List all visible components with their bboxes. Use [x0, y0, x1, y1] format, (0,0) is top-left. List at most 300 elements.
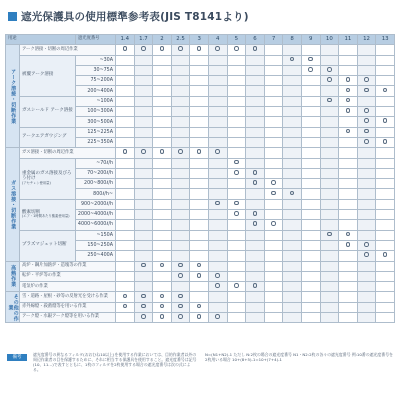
shade-cell [116, 158, 135, 168]
shade-cell [320, 292, 339, 302]
shade-cell [208, 302, 227, 312]
row-label: 電気炉の作業 [20, 282, 116, 292]
row-label: アーク溶接・切断の周辺作業 [20, 45, 116, 55]
applicable-circle-icon [346, 232, 351, 237]
shade-cell [339, 117, 358, 127]
shade-cell [171, 117, 190, 127]
applicable-circle-icon [253, 170, 258, 175]
shade-cell [153, 271, 172, 281]
shade-cell [339, 45, 358, 55]
shade-cell [357, 158, 376, 168]
shade-cell [208, 76, 227, 86]
shade-cell [320, 220, 339, 230]
shade-cell [339, 179, 358, 189]
shade-cell [301, 107, 320, 117]
shade-cell [283, 127, 302, 137]
shade-cell [339, 251, 358, 261]
shade-cell [208, 292, 227, 302]
shade-cell [208, 313, 227, 323]
shade-cell [320, 127, 339, 137]
shade-cell [116, 86, 135, 96]
shade-cell [153, 210, 172, 220]
group-label [20, 199, 76, 230]
shade-cell [190, 271, 209, 281]
applicable-circle-icon [364, 139, 369, 144]
shade-cell [208, 107, 227, 117]
shade-cell [116, 168, 135, 178]
shade-cell [246, 230, 265, 240]
shade-cell [283, 220, 302, 230]
shade-cell [264, 220, 283, 230]
applicable-circle-icon [234, 283, 239, 288]
shade-cell [153, 45, 172, 55]
shade-cell [301, 189, 320, 199]
shade-header-4: 3 [190, 35, 209, 45]
applicable-circle-icon [234, 160, 239, 165]
applicable-circle-icon [383, 252, 388, 257]
shade-cell [301, 45, 320, 55]
shade-cell [116, 230, 135, 240]
shade-cell [153, 230, 172, 240]
shade-cell [208, 45, 227, 55]
shade-cell [320, 55, 339, 65]
shade-cell [301, 137, 320, 147]
shade-cell [283, 117, 302, 127]
shade-cell [171, 55, 190, 65]
shade-cell [116, 107, 135, 117]
shade-cell [339, 137, 358, 147]
shade-cell [264, 261, 283, 271]
applicable-circle-icon [364, 108, 369, 113]
shade-cell [116, 271, 135, 281]
shade-cell [246, 210, 265, 220]
shade-cell [376, 271, 395, 281]
category-cell: その他の作業 [7, 293, 19, 322]
shade-cell [153, 55, 172, 65]
shade-cell [171, 230, 190, 240]
shade-cell [190, 261, 209, 271]
shade-cell [153, 251, 172, 261]
applicable-circle-icon [178, 304, 183, 309]
range-label: 250~400A [76, 251, 116, 261]
shade-cell [246, 117, 265, 127]
shade-cell [357, 230, 376, 240]
shade-cell [246, 107, 265, 117]
applicable-circle-icon [178, 149, 183, 154]
shade-cell [208, 240, 227, 250]
shade-cell [208, 117, 227, 127]
table-row [6, 127, 395, 137]
applicable-circle-icon [253, 180, 258, 185]
shade-cell [264, 271, 283, 281]
shade-cell [208, 282, 227, 292]
shade-header-6: 5 [227, 35, 246, 45]
shade-cell [190, 230, 209, 240]
shade-cell [227, 271, 246, 281]
shade-cell [227, 282, 246, 292]
shade-cell [320, 168, 339, 178]
shade-number-header: 遮光度番号 [76, 35, 116, 45]
applicable-circle-icon [123, 149, 128, 154]
shade-cell [153, 313, 172, 323]
shade-cell [153, 261, 172, 271]
range-label: 100~300A [76, 107, 116, 117]
shade-cell [134, 251, 153, 261]
shade-cell [339, 158, 358, 168]
shade-header-9: 8 [283, 35, 302, 45]
shade-cell [320, 230, 339, 240]
shade-cell [301, 117, 320, 127]
shade-cell [190, 65, 209, 75]
shade-cell [134, 302, 153, 312]
shade-cell [376, 210, 395, 220]
shade-cell [246, 240, 265, 250]
shade-cell [264, 302, 283, 312]
shade-cell [264, 137, 283, 147]
shade-cell [357, 65, 376, 75]
shade-cell [227, 76, 246, 86]
shade-cell [320, 189, 339, 199]
group-label [20, 55, 76, 96]
shade-cell [227, 127, 246, 137]
shade-cell [153, 158, 172, 168]
applicable-circle-icon [364, 252, 369, 257]
shade-cell [283, 168, 302, 178]
group-sub-label: (アセチレン使用量) [22, 180, 51, 185]
shade-cell [227, 148, 246, 158]
shade-cell [116, 76, 135, 86]
shade-cell [339, 168, 358, 178]
shade-cell [208, 96, 227, 106]
notes-badge: 備考 [7, 354, 27, 361]
shade-cell [116, 210, 135, 220]
shade-cell [171, 240, 190, 250]
shade-cell [208, 127, 227, 137]
shade-cell [171, 107, 190, 117]
shade-cell [376, 189, 395, 199]
shade-cell [134, 148, 153, 158]
shade-cell [134, 220, 153, 230]
shade-cell [116, 179, 135, 189]
shade-cell [116, 251, 135, 261]
shade-cell [153, 302, 172, 312]
shade-cell [264, 189, 283, 199]
row-label: ガス溶接・切断の周辺作業 [20, 148, 116, 158]
applicable-circle-icon [141, 304, 146, 309]
shade-header-12: 11 [339, 35, 358, 45]
shade-header-8: 7 [264, 35, 283, 45]
group-label [20, 127, 76, 148]
applicable-circle-icon [215, 149, 220, 154]
table-row [6, 271, 395, 281]
shade-cell [171, 76, 190, 86]
shade-cell [134, 271, 153, 281]
shade-cell [208, 86, 227, 96]
shade-cell [283, 230, 302, 240]
shade-cell [357, 261, 376, 271]
shade-cell [376, 65, 395, 75]
shade-cell [190, 189, 209, 199]
shade-cell [171, 168, 190, 178]
shade-cell [339, 189, 358, 199]
applicable-circle-icon [253, 46, 258, 51]
shade-cell [320, 240, 339, 250]
row-label: 赤外線燈・殺菌燈等を用いる作業 [20, 302, 116, 312]
shade-cell [134, 189, 153, 199]
applicable-circle-icon [364, 129, 369, 134]
shade-cell [190, 251, 209, 261]
applicable-circle-icon [383, 88, 388, 93]
shade-cell [246, 199, 265, 209]
header-row [6, 35, 395, 45]
shade-cell [227, 292, 246, 302]
shade-cell [301, 158, 320, 168]
shade-cell [246, 282, 265, 292]
shade-cell [339, 230, 358, 240]
shade-cell [301, 251, 320, 261]
shade-cell [376, 107, 395, 117]
shade-cell [134, 230, 153, 240]
shade-cell [116, 282, 135, 292]
shade-cell [116, 261, 135, 271]
shade-cell [227, 189, 246, 199]
shade-cell [357, 189, 376, 199]
shade-cell [264, 313, 283, 323]
shade-cell [357, 148, 376, 158]
shade-cell [227, 302, 246, 312]
shade-cell [376, 127, 395, 137]
table-row [6, 96, 395, 106]
range-label: 4000~6000ℓ/h [76, 220, 116, 230]
shade-cell [376, 168, 395, 178]
shade-cell [190, 168, 209, 178]
row-label: アーク燈・水銀アーク燈等を用いる作業 [20, 313, 116, 323]
shade-cell [116, 55, 135, 65]
applicable-circle-icon [215, 314, 220, 319]
shade-cell [246, 65, 265, 75]
notes [5, 353, 395, 379]
shade-cell [153, 107, 172, 117]
shade-cell [320, 251, 339, 261]
shade-cell [376, 45, 395, 55]
shade-cell [301, 230, 320, 240]
table-row [6, 313, 395, 323]
shade-cell [246, 251, 265, 261]
range-label: ~70ℓ/h [76, 158, 116, 168]
shade-cell [171, 179, 190, 189]
shade-cell [227, 65, 246, 75]
applicable-circle-icon [346, 98, 351, 103]
shade-header-3: 2.5 [171, 35, 190, 45]
shade-cell [153, 96, 172, 106]
applicable-circle-icon [160, 314, 165, 319]
range-label: 225~350A [76, 137, 116, 147]
applicable-circle-icon [327, 232, 332, 237]
shade-cell [357, 168, 376, 178]
range-label: 2000~4000ℓ/h [76, 210, 116, 220]
shade-cell [116, 117, 135, 127]
applicable-circle-icon [178, 263, 183, 268]
table-row [6, 302, 395, 312]
shade-cell [283, 107, 302, 117]
shade-cell [153, 65, 172, 75]
shade-cell [264, 86, 283, 96]
shade-cell [153, 168, 172, 178]
shade-cell [320, 117, 339, 127]
shade-cell [301, 220, 320, 230]
shade-cell [357, 199, 376, 209]
applicable-circle-icon [197, 314, 202, 319]
shade-cell [171, 271, 190, 281]
shade-cell [283, 96, 302, 106]
title-marker-icon [8, 12, 17, 21]
applicable-circle-icon [346, 108, 351, 113]
applicable-circle-icon [327, 98, 332, 103]
applicable-circle-icon [364, 88, 369, 93]
applicable-circle-icon [160, 304, 165, 309]
shade-cell [301, 76, 320, 86]
shade-cell [190, 96, 209, 106]
shade-cell [153, 189, 172, 199]
applicable-circle-icon [197, 46, 202, 51]
shade-cell [171, 302, 190, 312]
shade-cell [171, 220, 190, 230]
applicable-circle-icon [197, 149, 202, 154]
shade-cell [320, 45, 339, 55]
shade-cell [208, 251, 227, 261]
shade-cell [246, 86, 265, 96]
group-label [20, 158, 76, 199]
applicable-circle-icon [253, 211, 258, 216]
table-row [6, 292, 395, 302]
shade-cell [134, 282, 153, 292]
range-label: 900~2000ℓ/h [76, 199, 116, 209]
shade-cell [320, 76, 339, 86]
shade-cell [264, 282, 283, 292]
shade-cell [171, 261, 190, 271]
shade-cell [116, 65, 135, 75]
shade-cell [227, 251, 246, 261]
shade-cell [264, 117, 283, 127]
shade-cell [208, 199, 227, 209]
page-title: 遮光保護具の使用標準参考表(JIS T8141より) [21, 10, 249, 23]
shade-cell [153, 292, 172, 302]
shade-cell [116, 137, 135, 147]
shade-cell [283, 282, 302, 292]
shade-cell [190, 76, 209, 86]
applicable-circle-icon [197, 273, 202, 278]
shade-cell [116, 148, 135, 158]
shade-cell [153, 86, 172, 96]
shade-cell [227, 210, 246, 220]
shade-cell [264, 96, 283, 106]
shade-cell [320, 199, 339, 209]
shade-cell [246, 148, 265, 158]
shade-cell [134, 45, 153, 55]
shade-cell [153, 240, 172, 250]
shade-header-2: 2 [153, 35, 172, 45]
applicable-circle-icon [141, 149, 146, 154]
applicable-circle-icon [346, 242, 351, 247]
shade-cell [190, 220, 209, 230]
applicable-circle-icon [234, 46, 239, 51]
shade-cell [264, 107, 283, 117]
shade-cell [301, 96, 320, 106]
shade-cell [190, 45, 209, 55]
shade-cell [264, 76, 283, 86]
shade-cell [134, 292, 153, 302]
shade-cell [283, 86, 302, 96]
shade-header-11: 10 [320, 35, 339, 45]
shade-cell [134, 127, 153, 137]
applicable-circle-icon [383, 118, 388, 123]
shade-cell [376, 158, 395, 168]
shade-cell [208, 189, 227, 199]
shade-cell [246, 45, 265, 55]
shade-cell [357, 302, 376, 312]
shade-cell [339, 292, 358, 302]
shade-cell [264, 230, 283, 240]
shade-cell [376, 148, 395, 158]
shade-cell [227, 240, 246, 250]
shade-cell [116, 45, 135, 55]
shade-cell [134, 55, 153, 65]
shade-cell [208, 148, 227, 158]
shade-cell [376, 96, 395, 106]
applicable-circle-icon [364, 118, 369, 123]
shade-cell [339, 86, 358, 96]
shade-cell [134, 313, 153, 323]
shade-cell [339, 313, 358, 323]
shade-cell [116, 189, 135, 199]
applicable-circle-icon [253, 283, 258, 288]
shade-cell [320, 271, 339, 281]
shade-cell [376, 292, 395, 302]
applicable-circle-icon [234, 201, 239, 206]
shade-cell [376, 302, 395, 312]
category-cell: 高熱作業 [6, 261, 20, 292]
group-label [20, 230, 76, 261]
shade-cell [376, 240, 395, 250]
shade-header-5: 4 [208, 35, 227, 45]
shade-cell [134, 96, 153, 106]
shade-cell [171, 148, 190, 158]
shade-cell [376, 199, 395, 209]
shade-cell [320, 137, 339, 147]
shade-cell [376, 313, 395, 323]
shade-cell [357, 127, 376, 137]
shade-cell [116, 313, 135, 323]
range-label: 200~800ℓ/h [76, 179, 116, 189]
shade-cell [171, 199, 190, 209]
shade-cell [246, 179, 265, 189]
applicable-circle-icon [160, 294, 165, 299]
shade-cell [227, 179, 246, 189]
shade-cell [171, 292, 190, 302]
shade-cell [227, 199, 246, 209]
shade-cell [301, 148, 320, 158]
shade-cell [357, 240, 376, 250]
shade-cell [134, 107, 153, 117]
shade-cell [283, 55, 302, 65]
shade-cell [301, 65, 320, 75]
shade-cell [246, 261, 265, 271]
group-label [20, 96, 76, 127]
shade-cell [246, 292, 265, 302]
shade-cell [376, 251, 395, 261]
shade-cell [320, 107, 339, 117]
shade-cell [227, 96, 246, 106]
